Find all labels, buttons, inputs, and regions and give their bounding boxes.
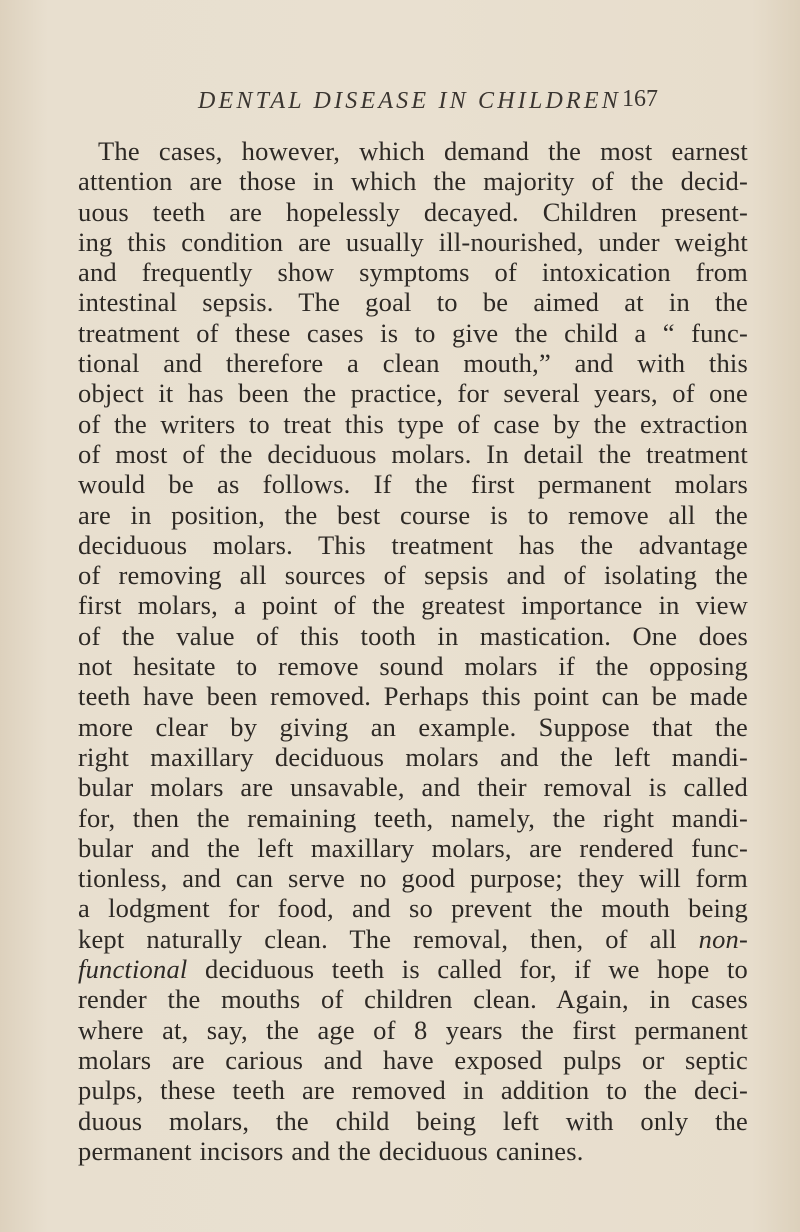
text-line: permanent incisors and the deciduous canines. [78,1135,584,1166]
text-line: more clear by giving an example. Suppose that the [78,711,748,742]
text-line: of the value of this tooth in mastication. One does [78,620,748,651]
text-line: molars are carious and have exposed pulps or septic [78,1044,748,1075]
page-number: 167 [622,86,658,112]
text-line: tionless, and can serve no good purpose; they will form [78,863,748,894]
text-line: teeth have been removed. Perhaps this point can be made [78,681,748,712]
text-line: treatment of these cases is to give the child a “ func- [78,317,748,348]
text-line: intestinal sepsis. The goal to be aimed at in the [78,287,748,318]
body-paragraph [78,136,748,1166]
text-line: a lodgment for food, and so prevent the mouth being [78,893,748,924]
text-segment: deciduous teeth is called for, if we hope to [187,954,748,985]
text-segment: kept naturally clean. The removal, then, of all [78,923,677,954]
text-line: tional and therefore a clean mouth,” and with this [78,348,748,379]
text-line: of most of the deciduous molars. In detail the treatment [78,438,748,469]
text-line: first molars, a point of the greatest importance in view [78,590,748,621]
text-line [78,954,748,984]
text-line: bular and the left maxillary molars, are rendered func- [78,832,748,863]
text-line: attention are those in which the majority of the decid- [78,166,748,197]
text-line: and frequently show symptoms of intoxication from [78,257,748,288]
text-line: not hesitate to remove sound molars if the opposing [78,651,748,682]
text-line: right maxillary deciduous molars and the left mandi- [78,741,748,772]
text-line-with-italic [78,924,748,954]
text-line: object it has been the practice, for several years, of one [78,378,748,409]
text-line: deciduous molars. This treatment has the advantage [78,529,748,560]
text-line: The cases, however, which demand the most earnest [98,136,748,166]
text-line: for, then the remaining teeth, namely, the right mandi- [78,802,748,833]
text-line: would be as follows. If the first permanent molars [78,469,748,500]
italic-word: non- [698,923,749,954]
text-line: are in position, the best course is to remove all the [78,499,748,530]
running-title: DENTAL DISEASE IN CHILDREN [198,88,621,114]
text-line: bular molars are unsavable, and their removal is called [78,772,748,803]
text-line: ing this condition are usually ill-nourished, under weight [78,226,748,257]
text-line: pulps, these teeth are removed in addition to the deci- [78,1075,748,1106]
text-line: uous teeth are hopelessly decayed. Children present- [78,196,748,227]
text-line: duous molars, the child being left with only the [78,1105,748,1136]
text-line: where at, say, the age of 8 years the first permanent [78,1014,748,1045]
italic-word: functional [78,954,188,985]
text-line: of removing all sources of sepsis and of isolating the [78,560,748,591]
text-line: render the mouths of children clean. Again, in cases [78,984,748,1015]
text-line: of the writers to treat this type of case by the extraction [78,408,748,439]
